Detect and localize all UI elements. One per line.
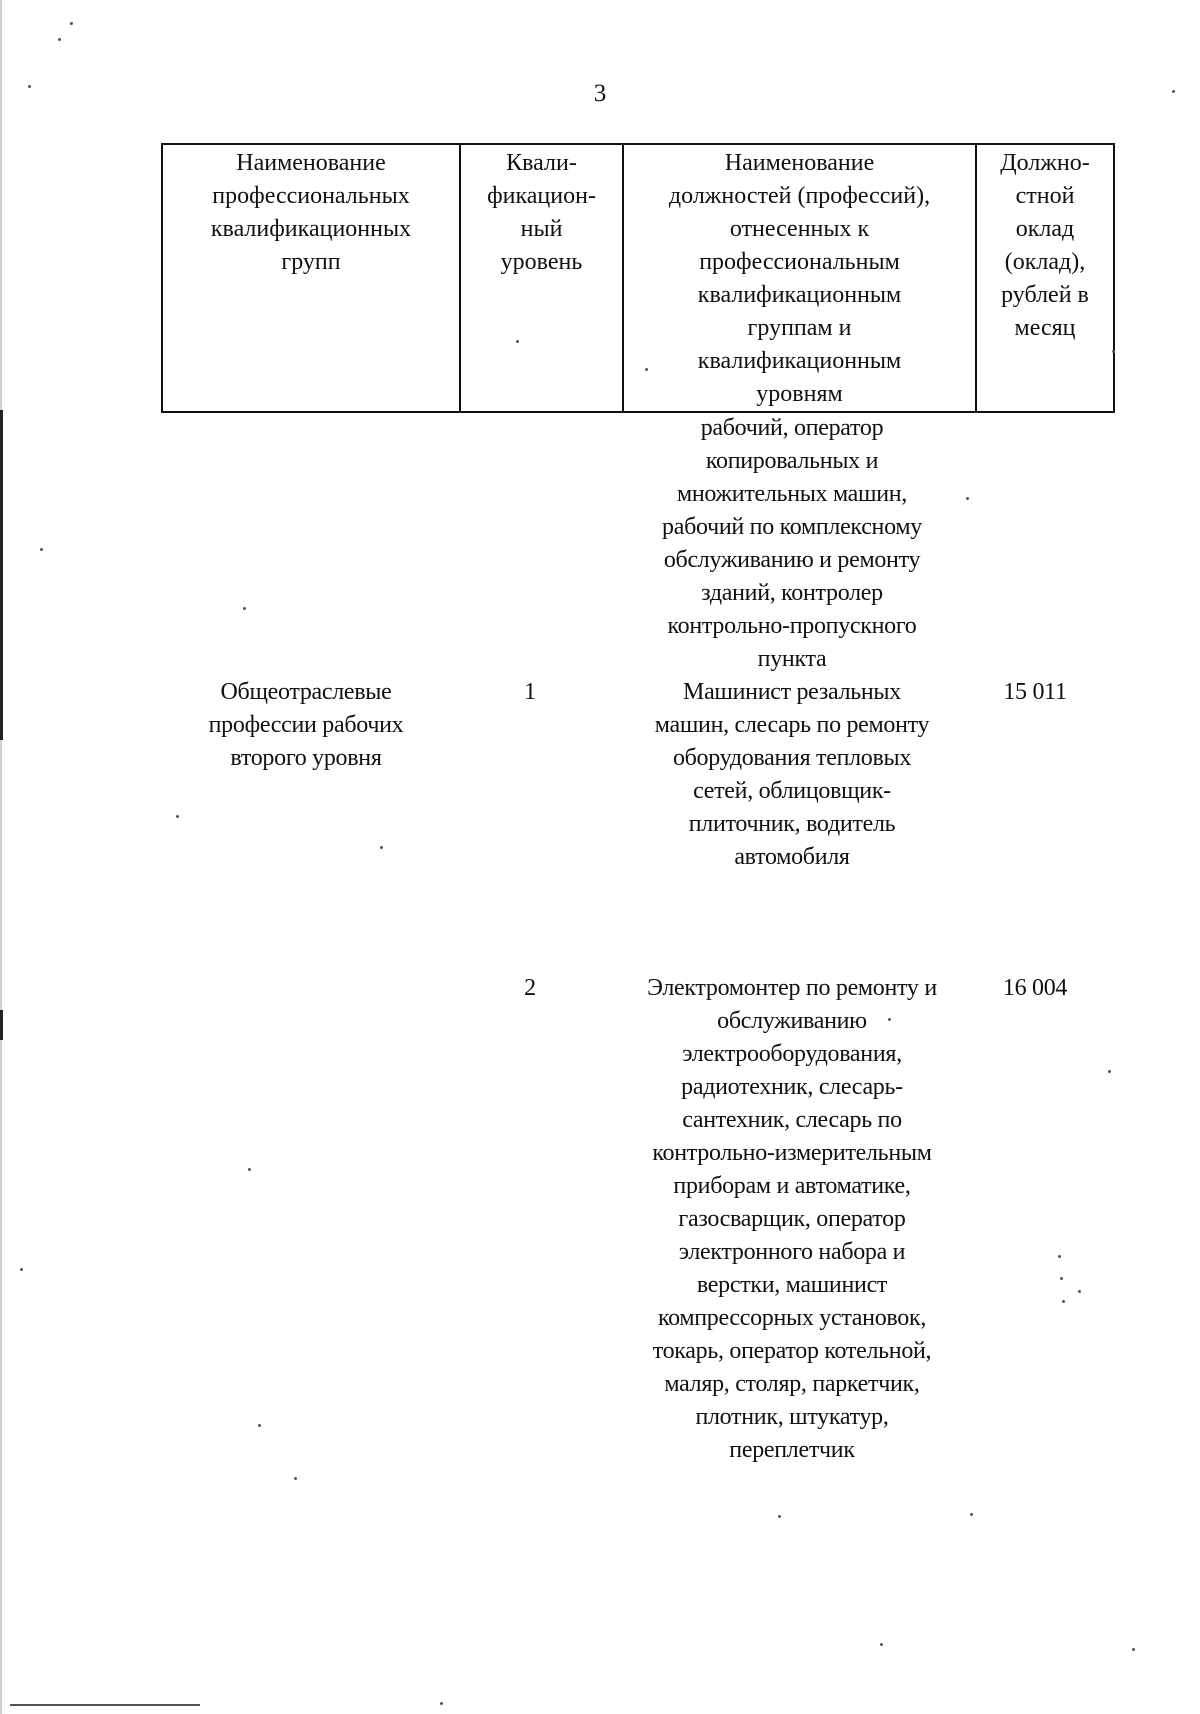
scan-speck xyxy=(248,1168,251,1171)
text-line: Машинист резальных xyxy=(683,679,901,705)
text-line: множительных машин, xyxy=(676,481,908,507)
header-line: квалификационных xyxy=(210,216,412,242)
salary-level-2: 16 004 xyxy=(1002,975,1068,1001)
text-line: электронного набора и xyxy=(678,1239,906,1265)
scan-speck xyxy=(970,1513,973,1516)
text-line: оборудования тепловых xyxy=(672,745,912,771)
header-line: Квали- xyxy=(506,150,577,176)
scan-speck xyxy=(880,1643,883,1646)
text-line: плотник, штукатур, xyxy=(695,1404,889,1430)
text-line: контрольно-пропускного xyxy=(667,613,917,639)
page-number: 3 xyxy=(593,80,607,107)
scan-speck xyxy=(888,1018,891,1021)
text-line: машин, слесарь по ремонту xyxy=(654,712,930,738)
scan-speck xyxy=(440,1702,443,1705)
header-line: Наименование xyxy=(236,150,386,176)
text-line: рабочий по комплексному xyxy=(662,514,922,540)
group-name xyxy=(161,676,451,775)
text-line: второго уровня xyxy=(230,745,382,771)
continuation-positions xyxy=(612,412,972,676)
text-line: переплетчик xyxy=(729,1437,855,1463)
scan-speck xyxy=(243,607,246,610)
header-line: профессиональным xyxy=(699,249,900,275)
text-line: пункта xyxy=(757,646,827,672)
header-line: уровень xyxy=(500,249,583,275)
text-line: плиточник, водитель xyxy=(688,811,896,837)
scan-speck xyxy=(778,1515,781,1518)
text-line: автомобиля xyxy=(734,844,850,870)
header-positions xyxy=(623,144,976,412)
scan-speck xyxy=(58,38,61,41)
header-line: отнесенных к xyxy=(729,216,870,242)
text-line: профессии рабочих xyxy=(208,712,404,738)
header-group-name xyxy=(162,144,460,412)
scan-speck xyxy=(1060,1277,1063,1280)
text-line: зданий, контролер xyxy=(701,580,883,606)
salary-level-1: 15 011 xyxy=(1003,679,1067,705)
text-line: рабочий, оператор xyxy=(700,415,884,441)
text-line: сетей, облицовщик- xyxy=(693,778,891,804)
header-line: Должно- xyxy=(1000,150,1090,176)
text-line: компрессорных установок, xyxy=(657,1305,927,1331)
header-line: уровням xyxy=(756,381,843,407)
text-line: Общеотраслевые xyxy=(220,679,392,705)
header-row xyxy=(162,144,1114,412)
header-line: Наименование xyxy=(724,150,875,176)
text-line: контрольно-измерительным xyxy=(652,1140,932,1166)
scan-speck xyxy=(380,846,383,849)
text-line: радиотехник, слесарь- xyxy=(681,1074,903,1100)
scan-speck xyxy=(966,497,969,500)
scan-speck xyxy=(1078,1290,1081,1293)
scan-speck xyxy=(28,85,31,88)
qualification-level-2: 2 xyxy=(524,975,536,1001)
text-line: обслуживанию и ремонту xyxy=(663,547,921,573)
scan-bottom-rule xyxy=(10,1704,200,1706)
text-line: копировальных и xyxy=(705,448,879,474)
scan-speck xyxy=(645,368,648,371)
scan-speck xyxy=(1108,1070,1111,1073)
text-line: газосварщик, оператор xyxy=(678,1206,906,1232)
scan-speck xyxy=(1172,90,1175,93)
scan-speck xyxy=(258,1424,261,1427)
scan-speck xyxy=(40,548,43,551)
header-line: ный xyxy=(520,216,563,242)
scan-edge-mark xyxy=(0,1010,3,1040)
text-line: обслуживанию xyxy=(717,1008,867,1034)
scan-speck xyxy=(20,1268,23,1271)
scan-edge xyxy=(0,0,2,1714)
text-line: верстки, машинист xyxy=(696,1272,888,1298)
scan-speck xyxy=(294,1477,297,1480)
table-header xyxy=(161,143,1115,413)
header-salary xyxy=(976,144,1114,412)
positions-level-1 xyxy=(612,676,972,874)
scan-speck xyxy=(1058,1255,1061,1258)
header-qualification-level xyxy=(460,144,623,412)
header-line: (оклад), xyxy=(1004,249,1086,275)
text-line: электрооборудования, xyxy=(682,1041,902,1067)
header-line: фикацион- xyxy=(487,183,596,209)
header-line: стной xyxy=(1015,183,1075,209)
text-line: Электромонтер по ремонту и xyxy=(647,975,937,1001)
scan-speck xyxy=(1062,1300,1065,1303)
text-line: приборам и автоматике, xyxy=(673,1173,911,1199)
header-line: должностей (профессий), xyxy=(668,183,931,209)
scan-speck xyxy=(1112,350,1115,353)
header-line: группам и xyxy=(747,315,852,341)
header-line: оклад xyxy=(1015,216,1075,242)
header-line: квалификационным xyxy=(697,282,902,308)
scan-edge-mark xyxy=(0,410,3,740)
text-line: токарь, оператор котельной, xyxy=(652,1338,932,1364)
positions-level-2 xyxy=(612,972,972,1467)
scan-speck xyxy=(516,340,519,343)
header-line: месяц xyxy=(1014,315,1076,341)
scan-speck xyxy=(176,815,179,818)
text-line: сантехник, слесарь по xyxy=(682,1107,902,1133)
header-line: профессиональных xyxy=(212,183,410,209)
header-line: рублей в xyxy=(1001,282,1089,308)
text-line: маляр, столяр, паркетчик, xyxy=(664,1371,920,1397)
qualification-level-1: 1 xyxy=(524,679,536,705)
header-line: квалификационным xyxy=(697,348,902,374)
scan-speck xyxy=(1132,1648,1135,1651)
header-line: групп xyxy=(281,249,341,275)
scan-speck xyxy=(70,22,73,25)
